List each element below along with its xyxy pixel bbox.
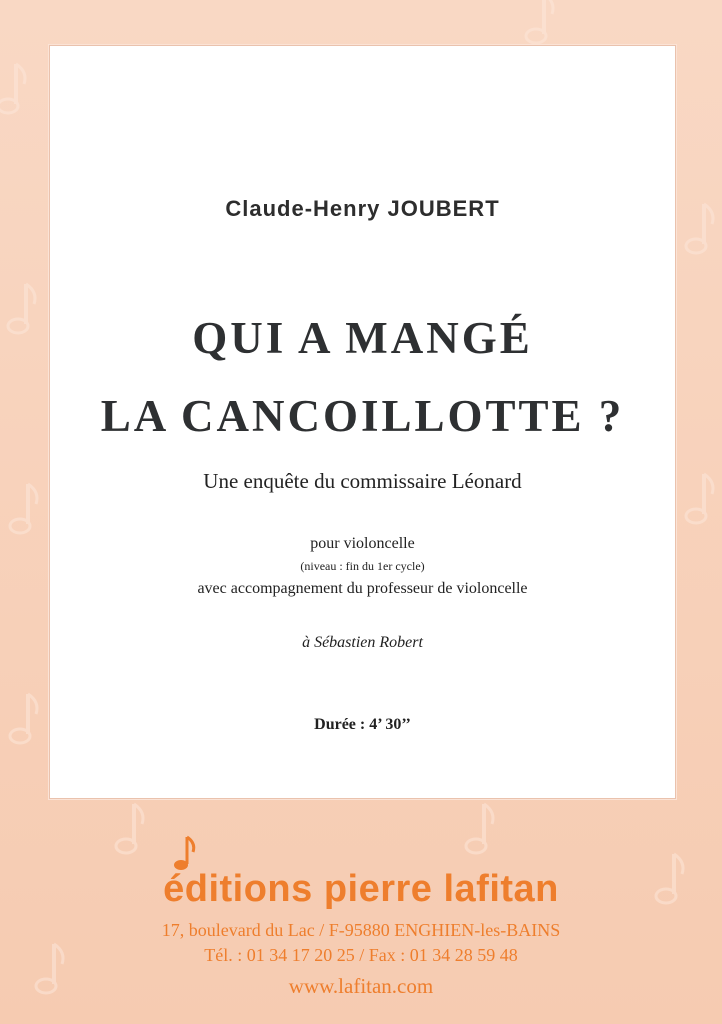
music-note-icon: [2, 280, 42, 340]
publisher-name: éditions pierre lafitan: [163, 868, 559, 910]
music-note-icon: [4, 690, 44, 750]
accompaniment-line: avec accompagnement du professeur de violoncelle: [197, 580, 528, 597]
music-note-icon: [4, 480, 44, 540]
publisher-website[interactable]: www.lafitan.com: [288, 974, 434, 998]
work-subtitle: Une enquête du commissaire Léonard: [203, 469, 522, 493]
music-note-icon: [520, 0, 560, 50]
music-note-icon: [460, 800, 500, 860]
composer-name: Claude-Henry JOUBERT: [225, 196, 500, 221]
publisher-phone-fax: Tél. : 01 34 17 20 25 / Fax : 01 34 28 59 48: [204, 945, 518, 965]
duration: Durée : 4’ 30’’: [314, 716, 411, 733]
music-note-icon: [0, 60, 32, 120]
music-note-icon: [110, 800, 150, 860]
instrumentation-line: pour violoncelle: [310, 535, 415, 552]
level-note: (niveau : fin du 1er cycle): [300, 559, 425, 573]
work-title-line-2: LA CANCOILLOTTE ?: [100, 391, 625, 441]
title-panel: [49, 45, 676, 799]
music-note-icon: [680, 470, 720, 530]
publisher-address: 17, boulevard du Lac / F-95880 ENGHIEN-les-BAINS: [161, 920, 561, 940]
dedication: à Sébastien Robert: [302, 634, 423, 651]
work-title-line-1: QUI A MANGÉ: [192, 313, 533, 363]
music-note-icon: [680, 200, 720, 260]
